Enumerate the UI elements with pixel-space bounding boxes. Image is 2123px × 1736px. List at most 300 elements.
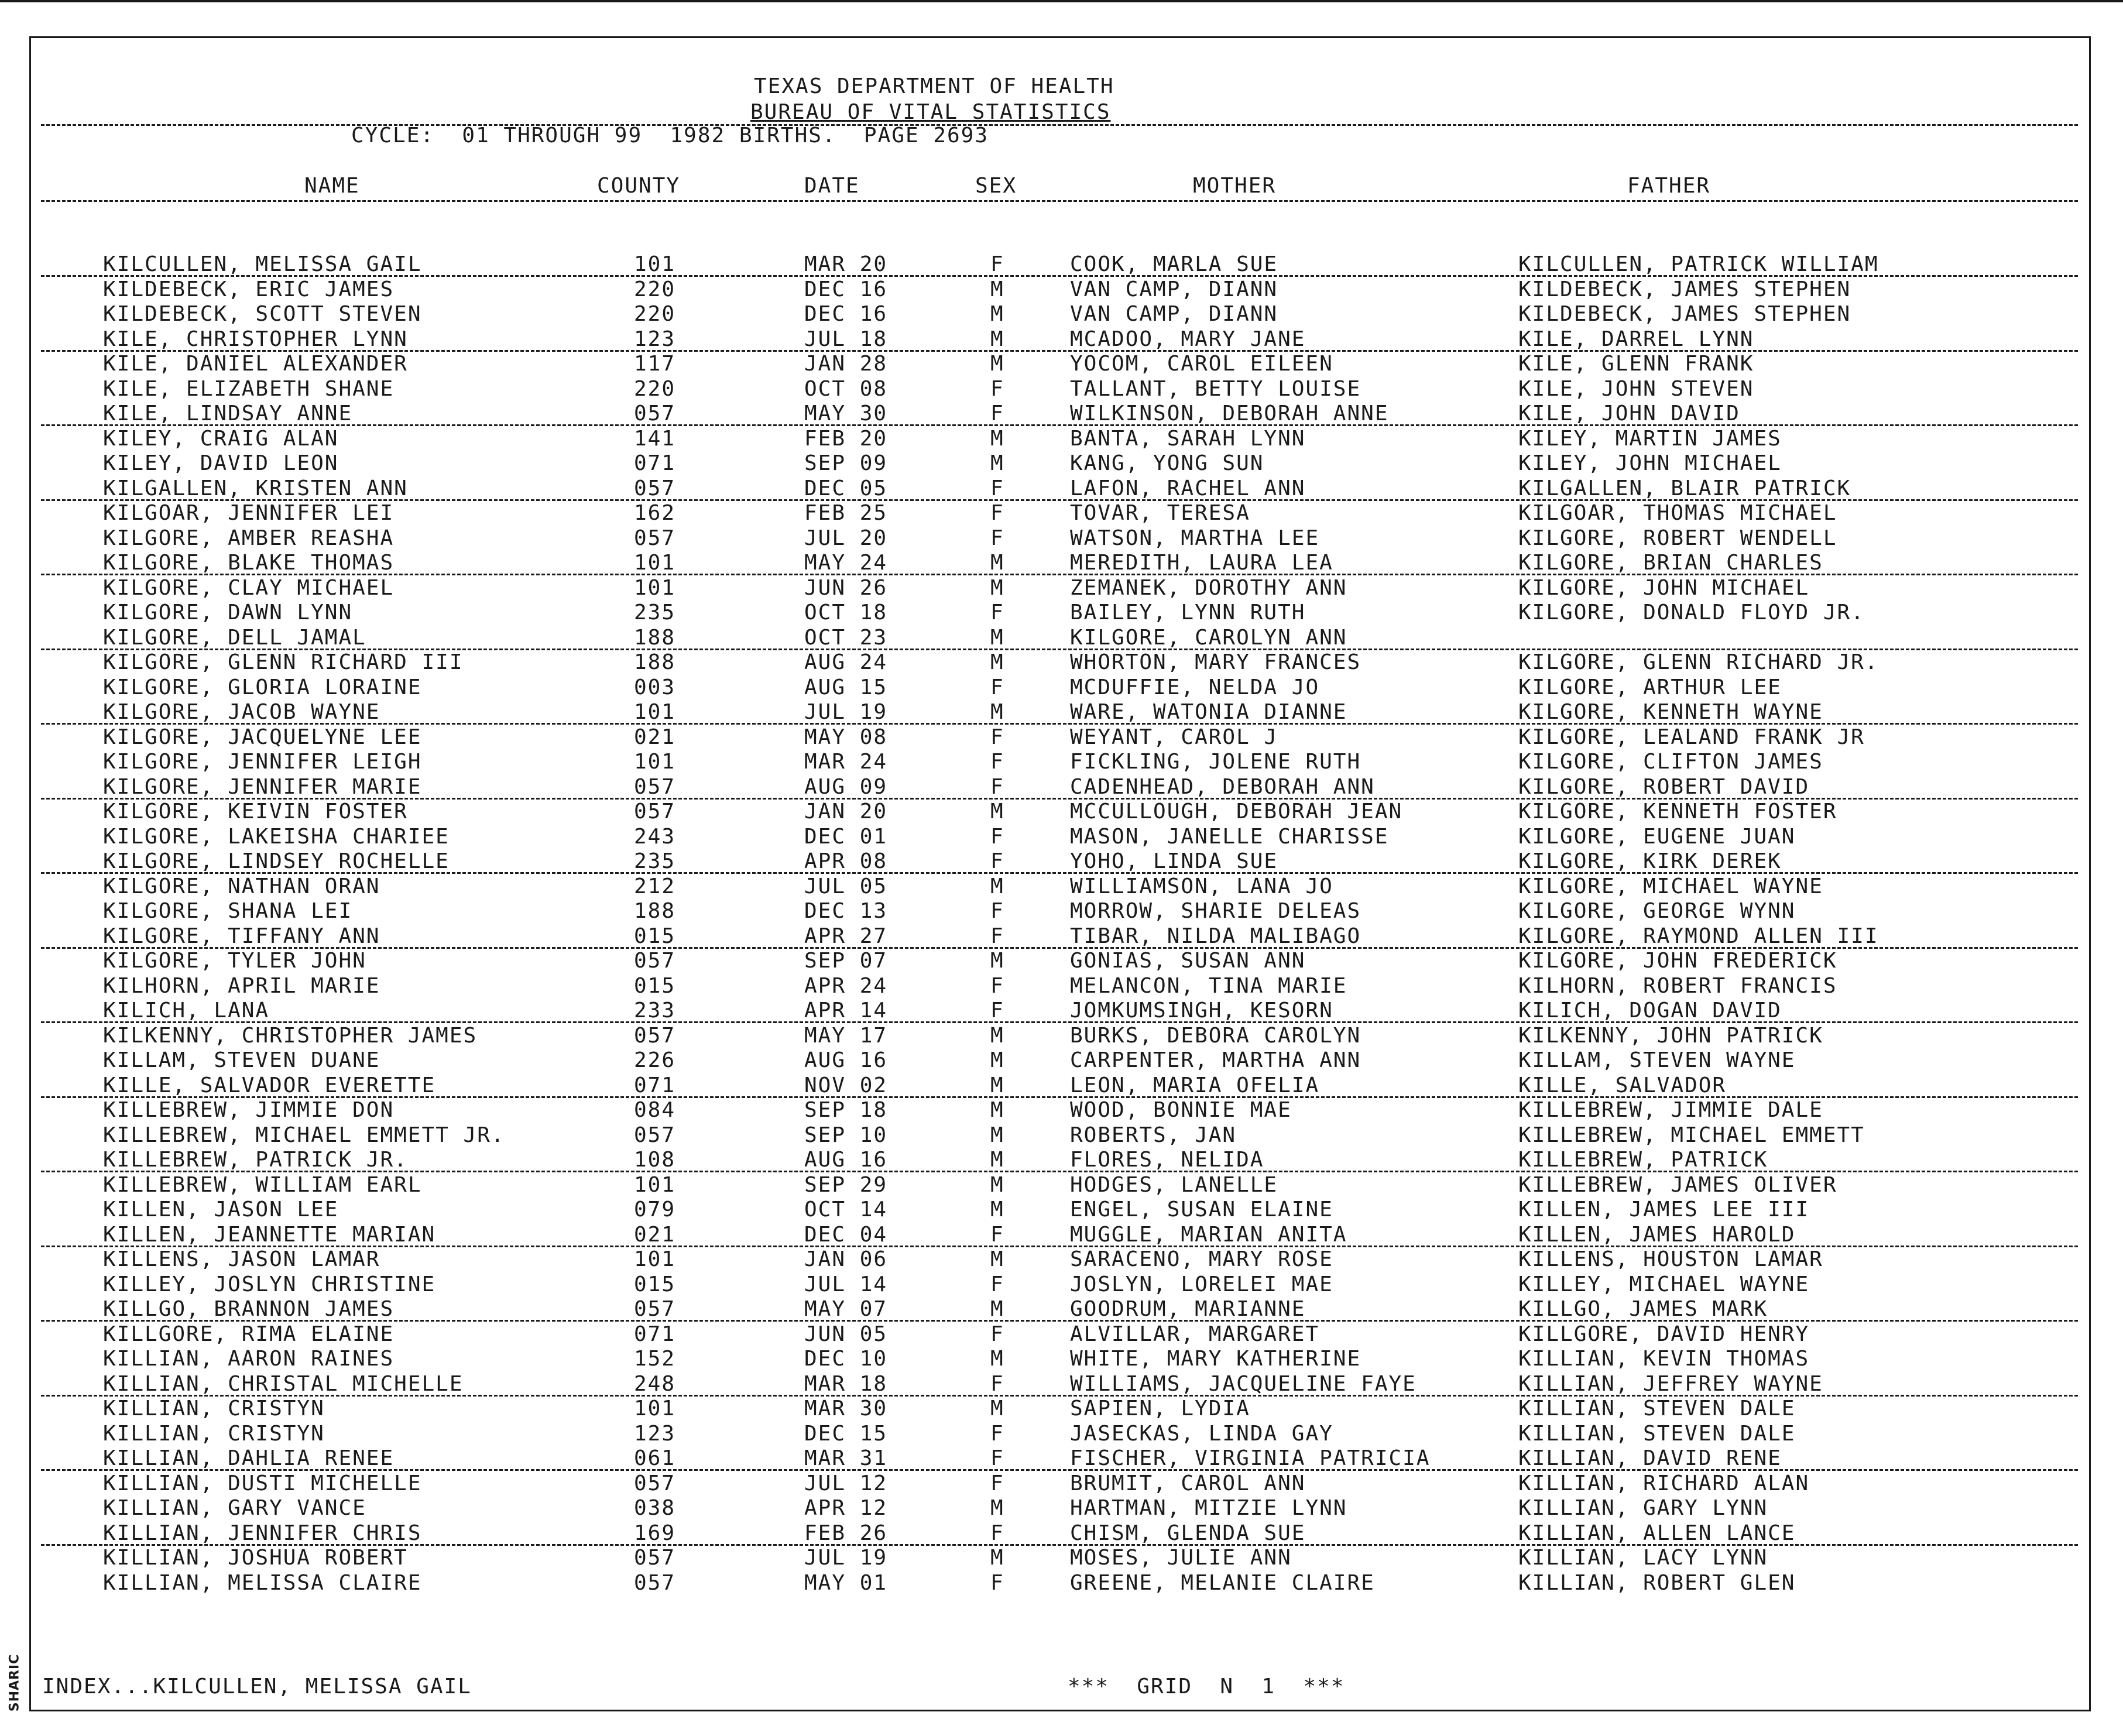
cell-date: MAR 20 <box>804 252 888 276</box>
cell-date: DEC 16 <box>804 302 888 326</box>
top-rule <box>0 0 2123 2</box>
cell-name: KILEY, DAVID LEON <box>103 451 339 475</box>
cell-mother: WILLIAMS, JACQUELINE FAYE <box>1070 1371 1417 1396</box>
cell-sex: M <box>990 302 1004 326</box>
cell-name: KILGORE, SHANA LEI <box>103 899 353 923</box>
cell-county: 233 <box>634 999 676 1023</box>
cell-date: AUG 24 <box>804 650 888 674</box>
cell-name: KILGORE, JENNIFER LEIGH <box>103 750 422 774</box>
cell-father: KILLEN, JAMES HAROLD <box>1518 1222 1796 1247</box>
cell-county: 101 <box>634 700 676 724</box>
cell-name: KILLIAN, DUSTI MICHELLE <box>103 1471 422 1495</box>
cell-county: 061 <box>634 1446 676 1470</box>
cell-sex: M <box>990 1073 1004 1097</box>
cell-mother: WEYANT, CAROL J <box>1070 725 1278 749</box>
table-row <box>0 252 2123 277</box>
cell-father: KILICH, DOGAN DAVID <box>1518 999 1782 1023</box>
cell-county: 057 <box>634 526 676 550</box>
cell-name: KILLAM, STEVEN DUANE <box>103 1048 380 1072</box>
cell-county: 003 <box>634 675 676 699</box>
cell-county: 101 <box>634 551 676 575</box>
report-bureau: BUREAU OF VITAL STATISTICS <box>750 100 1111 124</box>
cell-mother: MELANCON, TINA MARIE <box>1070 973 1347 998</box>
cell-county: 057 <box>634 1570 676 1595</box>
table-row <box>0 998 2123 1023</box>
table-row <box>0 1346 2123 1371</box>
cell-sex: M <box>990 551 1004 575</box>
cell-name: KILLEBREW, JIMMIE DON <box>103 1098 395 1122</box>
cell-date: MAY 24 <box>804 551 888 575</box>
cell-mother: WOOD, BONNIE MAE <box>1070 1098 1292 1122</box>
cell-mother: VAN CAMP, DIANN <box>1070 277 1278 301</box>
table-row <box>0 426 2123 451</box>
cell-sex: M <box>990 1397 1004 1421</box>
table-row <box>0 1197 2123 1222</box>
cell-name: KILLIAN, CHRISTAL MICHELLE <box>103 1371 464 1396</box>
cell-father: KILKENNY, JOHN PATRICK <box>1518 1023 1823 1048</box>
col-header-county: COUNTY <box>597 174 681 198</box>
cell-name: KILGORE, JENNIFER MARIE <box>103 774 422 799</box>
cell-sex: F <box>990 774 1004 799</box>
cell-father: KILGORE, JOHN MICHAEL <box>1518 575 1810 600</box>
cell-name: KILE, DANIEL ALEXANDER <box>103 352 408 376</box>
cell-mother: MCCULLOUGH, DEBORAH JEAN <box>1070 800 1403 824</box>
cell-sex: M <box>990 800 1004 824</box>
cell-county: 226 <box>634 1048 676 1072</box>
cell-date: MAR 31 <box>804 1446 888 1470</box>
cell-mother: TOVAR, TERESA <box>1070 501 1250 525</box>
cell-mother: KANG, YONG SUN <box>1070 451 1264 475</box>
cell-sex: F <box>990 1521 1004 1545</box>
cell-father: KILGOAR, THOMAS MICHAEL <box>1518 501 1837 525</box>
cell-mother: KILGORE, CAROLYN ANN <box>1070 625 1347 650</box>
col-header-date: DATE <box>804 174 860 198</box>
col-header-father: FATHER <box>1627 174 1711 198</box>
table-row <box>0 526 2123 551</box>
cell-father: KILEY, JOHN MICHAEL <box>1518 451 1782 475</box>
table-row <box>0 874 2123 899</box>
cell-county: 057 <box>634 1123 676 1147</box>
cell-father: KILGORE, ARTHUR LEE <box>1518 675 1782 699</box>
table-row <box>0 1495 2123 1521</box>
table-row <box>0 1272 2123 1297</box>
cell-date: JAN 06 <box>804 1247 888 1271</box>
cell-father: KILLIAN, RICHARD ALAN <box>1518 1471 1810 1495</box>
cell-sex: F <box>990 824 1004 849</box>
report-cycle: CYCLE: 01 THROUGH 99 1982 BIRTHS. PAGE 2693 <box>351 123 989 147</box>
cell-date: JUL 12 <box>804 1471 888 1495</box>
cell-sex: M <box>990 874 1004 898</box>
cell-father: KILLEBREW, JIMMIE DALE <box>1518 1098 1823 1122</box>
cell-county: 057 <box>634 1471 676 1495</box>
cell-county: 123 <box>634 1421 676 1446</box>
table-row <box>0 1073 2123 1098</box>
cell-county: 101 <box>634 575 676 600</box>
cell-date: JUL 19 <box>804 700 888 724</box>
cell-county: 057 <box>634 1546 676 1570</box>
table-row <box>0 948 2123 973</box>
cell-sex: F <box>990 849 1004 873</box>
cell-date: DEC 15 <box>804 1421 888 1446</box>
cell-sex: F <box>990 999 1004 1023</box>
table-row <box>0 1147 2123 1172</box>
cell-county: 057 <box>634 476 676 500</box>
table-row <box>0 1471 2123 1496</box>
cell-mother: ALVILLAR, MARGARET <box>1070 1322 1320 1346</box>
cell-date: AUG 16 <box>804 1048 888 1072</box>
cell-date: SEP 07 <box>804 949 888 973</box>
cell-father: KILLGO, JAMES MARK <box>1518 1297 1768 1321</box>
table-row <box>0 476 2123 501</box>
cell-date: JUL 05 <box>804 874 888 898</box>
table-row <box>0 898 2123 924</box>
table-row <box>0 1545 2123 1570</box>
cell-sex: F <box>990 725 1004 749</box>
cell-sex: M <box>990 1148 1004 1172</box>
cell-county: 084 <box>634 1098 676 1122</box>
cell-mother: WHITE, MARY KATHERINE <box>1070 1347 1361 1371</box>
cell-date: FEB 20 <box>804 426 888 451</box>
cell-father: KILGORE, CLIFTON JAMES <box>1518 750 1823 774</box>
cell-name: KILLIAN, JENNIFER CHRIS <box>103 1521 422 1545</box>
cell-sex: M <box>990 1496 1004 1520</box>
cell-sex: M <box>990 1023 1004 1048</box>
cell-father: KILLIAN, GARY LYNN <box>1518 1496 1768 1520</box>
table-row <box>0 1097 2123 1123</box>
table-row <box>0 1570 2123 1596</box>
cell-sex: F <box>990 1570 1004 1595</box>
cell-father: KILLEBREW, JAMES OLIVER <box>1518 1172 1837 1197</box>
cell-county: 188 <box>634 650 676 674</box>
cell-date: SEP 29 <box>804 1172 888 1197</box>
cell-name: KILLGORE, RIMA ELAINE <box>103 1322 395 1346</box>
table-row <box>0 451 2123 476</box>
cell-date: SEP 09 <box>804 451 888 475</box>
cell-sex: M <box>990 625 1004 650</box>
cell-mother: TALLANT, BETTY LOUISE <box>1070 376 1361 401</box>
cell-name: KILGORE, AMBER REASHA <box>103 526 395 550</box>
table-row <box>0 625 2123 650</box>
cell-sex: F <box>990 1222 1004 1247</box>
cell-date: MAY 08 <box>804 725 888 749</box>
cell-mother: WATSON, MARTHA LEE <box>1070 526 1320 550</box>
cell-sex: F <box>990 1421 1004 1446</box>
cell-father: KILLEN, JAMES LEE III <box>1518 1198 1810 1222</box>
cell-name: KILLENS, JASON LAMAR <box>103 1247 380 1271</box>
cell-father: KILLIAN, ROBERT GLEN <box>1518 1570 1796 1595</box>
cell-date: OCT 08 <box>804 376 888 401</box>
table-row <box>0 277 2123 302</box>
cell-sex: M <box>990 1123 1004 1147</box>
cell-date: APR 24 <box>804 973 888 998</box>
cell-mother: MASON, JANELLE CHARISSE <box>1070 824 1389 849</box>
cell-mother: SAPIEN, LYDIA <box>1070 1397 1250 1421</box>
cell-father: KILGORE, GEORGE WYNN <box>1518 899 1796 923</box>
cell-name: KILGORE, CLAY MICHAEL <box>103 575 395 600</box>
cell-name: KILLE, SALVADOR EVERETTE <box>103 1073 436 1097</box>
cell-father: KILGORE, BRIAN CHARLES <box>1518 551 1823 575</box>
cell-date: JAN 28 <box>804 352 888 376</box>
cell-father: KILGORE, GLENN RICHARD JR. <box>1518 650 1879 674</box>
table-row <box>0 1521 2123 1546</box>
cell-mother: MEREDITH, LAURA LEA <box>1070 551 1333 575</box>
cell-father: KILGORE, KENNETH WAYNE <box>1518 700 1823 724</box>
cell-date: MAR 24 <box>804 750 888 774</box>
table-row <box>0 376 2123 402</box>
cell-mother: YOCOM, CAROL EILEEN <box>1070 352 1333 376</box>
table-row <box>0 401 2123 426</box>
cell-sex: M <box>990 1198 1004 1222</box>
cell-name: KILGORE, BLAKE THOMAS <box>103 551 395 575</box>
cell-sex: M <box>990 327 1004 351</box>
cell-date: MAY 07 <box>804 1297 888 1321</box>
cell-county: 015 <box>634 973 676 998</box>
cell-name: KILLEBREW, MICHAEL EMMETT JR. <box>103 1123 505 1147</box>
cell-father: KILE, DARREL LYNN <box>1518 327 1754 351</box>
cell-name: KILLEN, JEANNETTE MARIAN <box>103 1222 436 1247</box>
cell-sex: M <box>990 1247 1004 1271</box>
cell-sex: F <box>990 1471 1004 1495</box>
table-row <box>0 600 2123 625</box>
cell-date: SEP 10 <box>804 1123 888 1147</box>
cell-name: KILDEBECK, SCOTT STEVEN <box>103 302 422 326</box>
cell-mother: GREENE, MELANIE CLAIRE <box>1070 1570 1375 1595</box>
cell-name: KILGORE, KEIVIN FOSTER <box>103 800 408 824</box>
cell-county: 057 <box>634 1297 676 1321</box>
cell-name: KILDEBECK, ERIC JAMES <box>103 277 395 301</box>
table-row <box>0 1296 2123 1322</box>
cell-mother: WHORTON, MARY FRANCES <box>1070 650 1361 674</box>
cell-sex: M <box>990 277 1004 301</box>
cell-mother: JOMKUMSINGH, KESORN <box>1070 999 1333 1023</box>
cell-date: OCT 14 <box>804 1198 888 1222</box>
cell-sex: F <box>990 899 1004 923</box>
cell-date: JUN 26 <box>804 575 888 600</box>
cell-county: 108 <box>634 1148 676 1172</box>
cell-date: AUG 09 <box>804 774 888 799</box>
cell-mother: WILKINSON, DEBORAH ANNE <box>1070 402 1389 426</box>
table-row <box>0 650 2123 675</box>
cell-county: 248 <box>634 1371 676 1396</box>
cell-sex: F <box>990 1322 1004 1346</box>
cell-date: DEC 16 <box>804 277 888 301</box>
cell-county: 021 <box>634 1222 676 1247</box>
cell-name: KILLIAN, AARON RAINES <box>103 1347 395 1371</box>
cell-mother: MCDUFFIE, NELDA JO <box>1070 675 1320 699</box>
index-footer: INDEX...KILCULLEN, MELISSA GAIL <box>42 1675 472 1699</box>
cell-sex: M <box>990 949 1004 973</box>
cell-father: KILLENS, HOUSTON LAMAR <box>1518 1247 1823 1271</box>
cell-county: 123 <box>634 327 676 351</box>
cell-sex: F <box>990 476 1004 500</box>
table-row <box>0 725 2123 750</box>
table-row <box>0 675 2123 700</box>
cell-name: KILKENNY, CHRISTOPHER JAMES <box>103 1023 478 1048</box>
cell-date: FEB 25 <box>804 501 888 525</box>
table-row <box>0 849 2123 874</box>
cell-sex: M <box>990 1172 1004 1197</box>
cell-name: KILE, ELIZABETH SHANE <box>103 376 395 401</box>
report-title: TEXAS DEPARTMENT OF HEALTH <box>754 74 1114 98</box>
cell-county: 079 <box>634 1198 676 1222</box>
cell-name: KILLEBREW, WILLIAM EARL <box>103 1172 422 1197</box>
cell-date: APR 14 <box>804 999 888 1023</box>
cell-county: 235 <box>634 601 676 625</box>
cell-name: KILGORE, GLENN RICHARD III <box>103 650 464 674</box>
cell-date: AUG 15 <box>804 675 888 699</box>
cell-name: KILLIAN, JOSHUA ROBERT <box>103 1546 408 1570</box>
cell-name: KILGORE, DELL JAMAL <box>103 625 366 650</box>
table-row <box>0 924 2123 949</box>
cell-sex: M <box>990 575 1004 600</box>
cell-name: KILHORN, APRIL MARIE <box>103 973 380 998</box>
cell-sex: M <box>990 451 1004 475</box>
cell-mother: YOHO, LINDA SUE <box>1070 849 1278 873</box>
cell-sex: M <box>990 1297 1004 1321</box>
cell-father: KILGALLEN, BLAIR PATRICK <box>1518 476 1851 500</box>
cell-name: KILLIAN, GARY VANCE <box>103 1496 366 1520</box>
cell-father: KILGORE, MICHAEL WAYNE <box>1518 874 1823 898</box>
cell-name: KILLIAN, MELISSA CLAIRE <box>103 1570 422 1595</box>
cell-name: KILLEBREW, PATRICK JR. <box>103 1148 408 1172</box>
cell-name: KILLIAN, CRISTYN <box>103 1397 325 1421</box>
cell-county: 101 <box>634 1397 676 1421</box>
cell-date: NOV 02 <box>804 1073 888 1097</box>
grid-footer: *** GRID N 1 *** <box>1068 1675 1345 1699</box>
cell-name: KILGORE, NATHAN ORAN <box>103 874 380 898</box>
cell-name: KILGORE, DAWN LYNN <box>103 601 353 625</box>
cell-mother: CHISM, GLENDA SUE <box>1070 1521 1306 1545</box>
cell-county: 101 <box>634 252 676 276</box>
cell-father: KILLEBREW, MICHAEL EMMETT <box>1518 1123 1865 1147</box>
table-row <box>0 824 2123 849</box>
cell-father: KILLGORE, DAVID HENRY <box>1518 1322 1810 1346</box>
cell-name: KILLEY, JOSLYN CHRISTINE <box>103 1272 436 1296</box>
cell-mother: VAN CAMP, DIANN <box>1070 302 1278 326</box>
cell-name: KILGORE, GLORIA LORAINE <box>103 675 422 699</box>
cell-county: 169 <box>634 1521 676 1545</box>
cell-father: KILGORE, KIRK DEREK <box>1518 849 1782 873</box>
cell-mother: ROBERTS, JAN <box>1070 1123 1237 1147</box>
cell-father: KILDEBECK, JAMES STEPHEN <box>1518 302 1851 326</box>
cell-county: 038 <box>634 1496 676 1520</box>
cell-name: KILICH, LANA <box>103 999 270 1023</box>
cell-mother: MUGGLE, MARIAN ANITA <box>1070 1222 1347 1247</box>
cell-mother: WILLIAMSON, LANA JO <box>1070 874 1333 898</box>
cell-mother: BURKS, DEBORA CAROLYN <box>1070 1023 1361 1048</box>
cell-father: KILGORE, DONALD FLOYD JR. <box>1518 601 1865 625</box>
cell-sex: M <box>990 426 1004 451</box>
cell-county: 071 <box>634 1073 676 1097</box>
cell-county: 162 <box>634 501 676 525</box>
table-row <box>0 575 2123 601</box>
cell-mother: FLORES, NELIDA <box>1070 1148 1264 1172</box>
cell-mother: TIBAR, NILDA MALIBAGO <box>1070 924 1361 948</box>
cell-mother: LAFON, RACHEL ANN <box>1070 476 1306 500</box>
cell-name: KILEY, CRAIG ALAN <box>103 426 339 451</box>
cell-mother: JASECKAS, LINDA GAY <box>1070 1421 1333 1446</box>
cell-father: KILLIAN, ALLEN LANCE <box>1518 1521 1796 1545</box>
cell-name: KILLIAN, CRISTYN <box>103 1421 325 1446</box>
cell-mother: JOSLYN, LORELEI MAE <box>1070 1272 1333 1296</box>
cell-date: OCT 23 <box>804 625 888 650</box>
table-row <box>0 774 2123 800</box>
col-header-mother: MOTHER <box>1193 174 1277 198</box>
cell-sex: F <box>990 252 1004 276</box>
cell-father: KILGORE, ROBERT WENDELL <box>1518 526 1837 550</box>
cell-date: JUL 18 <box>804 327 888 351</box>
cell-sex: F <box>990 601 1004 625</box>
cell-mother: CARPENTER, MARTHA ANN <box>1070 1048 1361 1072</box>
cell-county: 057 <box>634 949 676 973</box>
cell-father: KILDEBECK, JAMES STEPHEN <box>1518 277 1851 301</box>
cell-sex: F <box>990 750 1004 774</box>
cell-sex: F <box>990 675 1004 699</box>
cell-date: APR 27 <box>804 924 888 948</box>
cell-date: FEB 26 <box>804 1521 888 1545</box>
cell-name: KILLEN, JASON LEE <box>103 1198 339 1222</box>
cell-father: KILE, JOHN DAVID <box>1518 402 1740 426</box>
cell-name: KILE, CHRISTOPHER LYNN <box>103 327 408 351</box>
cell-county: 188 <box>634 899 676 923</box>
cell-name: KILLGO, BRANNON JAMES <box>103 1297 395 1321</box>
cell-name: KILGORE, TYLER JOHN <box>103 949 366 973</box>
table-row <box>0 799 2123 824</box>
cell-sex: F <box>990 501 1004 525</box>
cell-father: KILGORE, EUGENE JUAN <box>1518 824 1796 849</box>
cell-county: 101 <box>634 1172 676 1197</box>
cell-county: 235 <box>634 849 676 873</box>
table-row <box>0 1446 2123 1471</box>
cell-father: KILE, JOHN STEVEN <box>1518 376 1754 401</box>
table-row <box>0 1023 2123 1048</box>
cell-sex: M <box>990 700 1004 724</box>
cell-mother: HODGES, LANELLE <box>1070 1172 1278 1197</box>
cell-father: KILGORE, JOHN FREDERICK <box>1518 949 1837 973</box>
cell-sex: F <box>990 1446 1004 1470</box>
cell-mother: SARACENO, MARY ROSE <box>1070 1247 1333 1271</box>
side-stamp: SHARIC <box>7 1653 22 1712</box>
table-row <box>0 973 2123 999</box>
cell-date: JUL 19 <box>804 1546 888 1570</box>
cell-father: KILE, GLENN FRANK <box>1518 352 1754 376</box>
cell-sex: M <box>990 650 1004 674</box>
table-row <box>0 1421 2123 1446</box>
cell-sex: M <box>990 352 1004 376</box>
cell-father: KILLIAN, STEVEN DALE <box>1518 1397 1796 1421</box>
header-rule <box>41 124 2078 126</box>
column-header-rule <box>41 200 2078 202</box>
cell-county: 021 <box>634 725 676 749</box>
table-row <box>0 1247 2123 1272</box>
cell-father: KILCULLEN, PATRICK WILLIAM <box>1518 252 1879 276</box>
cell-county: 101 <box>634 750 676 774</box>
cell-date: MAY 17 <box>804 1023 888 1048</box>
cell-father: KILHORN, ROBERT FRANCIS <box>1518 973 1837 998</box>
cell-mother: BAILEY, LYNN RUTH <box>1070 601 1306 625</box>
cell-mother: MCADOO, MARY JANE <box>1070 327 1306 351</box>
col-header-sex: SEX <box>975 174 1017 198</box>
cell-date: APR 08 <box>804 849 888 873</box>
cell-date: DEC 13 <box>804 899 888 923</box>
cell-father: KILLIAN, STEVEN DALE <box>1518 1421 1796 1446</box>
cell-mother: CADENHEAD, DEBORAH ANN <box>1070 774 1375 799</box>
cell-mother: FICKLING, JOLENE RUTH <box>1070 750 1361 774</box>
cell-mother: WARE, WATONIA DIANNE <box>1070 700 1347 724</box>
table-row <box>0 1222 2123 1247</box>
cell-date: MAY 30 <box>804 402 888 426</box>
cell-date: MAY 01 <box>804 1570 888 1595</box>
